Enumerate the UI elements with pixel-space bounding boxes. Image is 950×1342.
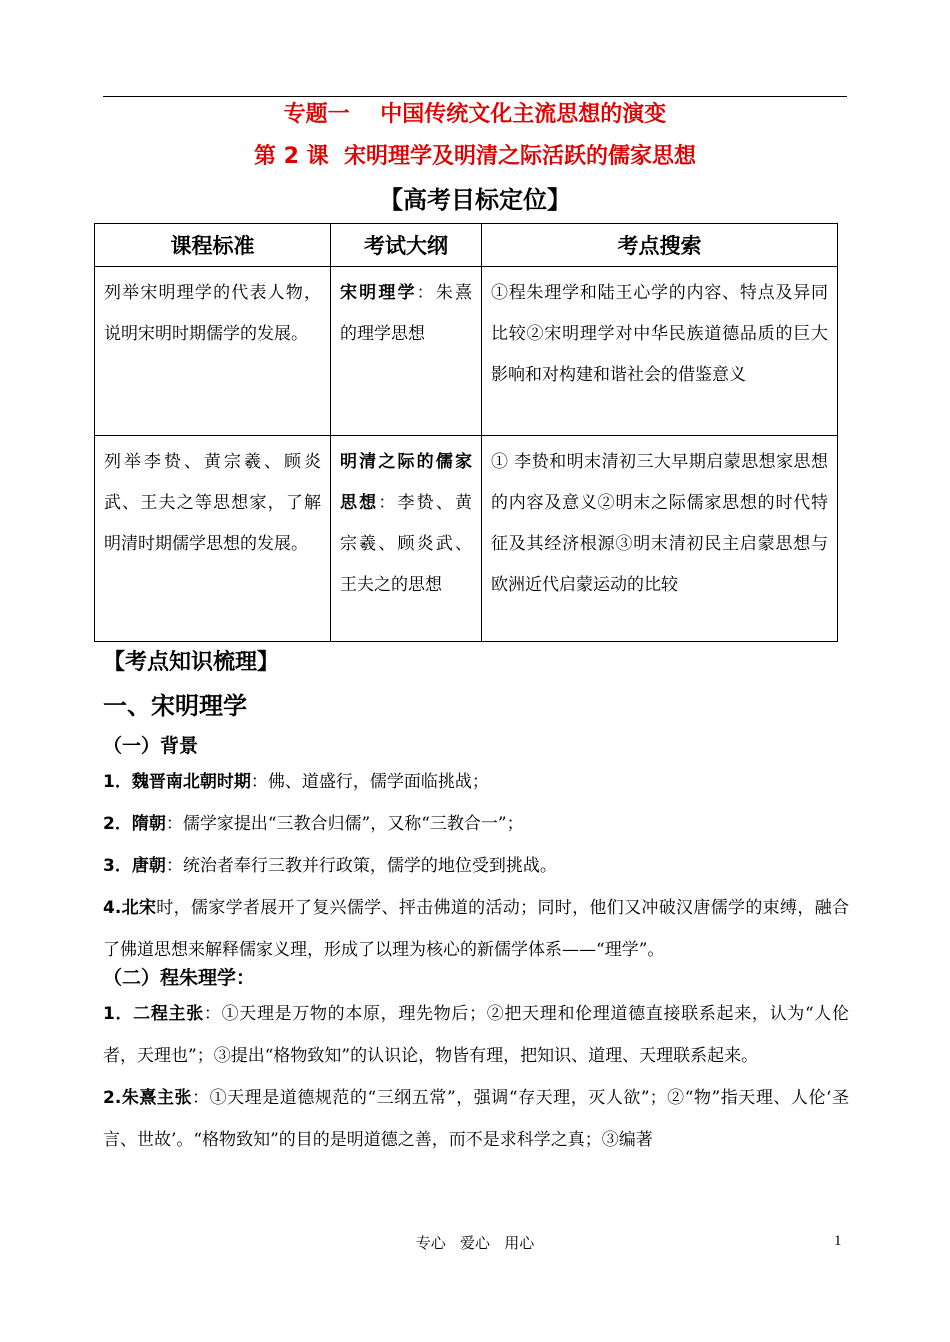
page-number: 1 <box>834 1233 842 1249</box>
outline-text: ：朱熹的理学思想 <box>340 283 473 344</box>
subsection-heading: （一）背景 <box>103 735 199 757</box>
outline-text: ：李贽、黄宗羲、顾炎武、王夫之的思想 <box>340 493 473 595</box>
list-item <box>103 761 849 803</box>
background-list <box>103 761 849 971</box>
column-header: 考试大纲 <box>331 224 482 267</box>
outline-keyword: 宋明理学 <box>340 283 417 303</box>
course-standard-cell: 列举李贽、黄宗羲、顾炎武、王夫之等思想家，了解明清时期儒学思想的发展。 <box>95 436 331 642</box>
item-text: 时，儒家学者展开了复兴儒学、抨击佛道的活动；同时，他们又冲破汉唐儒学的束缚，融合了佛道思想来解释儒家义理，形成了以理为核心的新儒学体系——“理学”。 <box>103 898 849 960</box>
list-item <box>103 1077 849 1161</box>
list-item <box>103 887 849 971</box>
item-text: ：佛、道盛行，儒学面临挑战； <box>250 772 489 792</box>
subsection-heading: （二）程朱理学： <box>103 967 256 989</box>
item-text: ：儒学家提出“三教合归儒”，又称“三教合一”； <box>165 814 524 834</box>
column-header: 考点搜索 <box>482 224 838 267</box>
list-item <box>103 845 849 887</box>
lesson-title: 第 2 课 宋明理学及明清之际活跃的儒家思想 <box>254 144 696 169</box>
list-item <box>103 993 849 1077</box>
item-text: ：①天理是道德规范的“三纲五常”，强调“存天理，灭人欲”；②“物”指天理、人伦‘圣言、世故’。“格物致知”的目的是明道德之善，而不是求科学之真；③编著 <box>103 1088 849 1150</box>
item-label: 1．二程主张 <box>103 1004 204 1024</box>
exam-outline-cell <box>331 267 482 436</box>
item-label: 3．唐朝 <box>103 856 166 876</box>
column-header: 课程标准 <box>95 224 331 267</box>
topic-title: 专题一 中国传统文化主流思想的演变 <box>283 102 667 127</box>
list-item <box>103 803 849 845</box>
item-label: 2．隋朝 <box>103 814 166 834</box>
course-standard-cell: 列举宋明理学的代表人物，说明宋明时期儒学的发展。 <box>95 267 331 436</box>
table-row <box>95 267 838 436</box>
item-label: 4.北宋 <box>103 898 157 918</box>
goal-heading: 【高考目标定位】 <box>379 186 571 214</box>
chengzhu-list <box>103 993 849 1161</box>
item-text: ：统治者奉行三教并行政策，儒学的地位受到挑战。 <box>165 856 557 876</box>
item-label: 1．魏晋南北朝时期 <box>103 772 251 792</box>
knowledge-heading: 【考点知识梳理】 <box>103 650 280 675</box>
footer-motto: 专心 爱心 用心 <box>415 1234 535 1252</box>
objectives-table <box>94 223 838 642</box>
section-heading: 一、宋明理学 <box>103 692 247 720</box>
key-points-cell: ① 李贽和明末清初三大早期启蒙思想家思想的内容及意义②明末之际儒家思想的时代特征及其经济根源③明末清初民主启蒙思想与欧洲近代启蒙运动的比较 <box>482 436 838 642</box>
key-points-cell: ①程朱理学和陆王心学的内容、特点及异同比较②宋明理学对中华民族道德品质的巨大影响和对构建和谐社会的借鉴意义 <box>482 267 838 436</box>
table-row <box>95 436 838 642</box>
item-label: 2.朱熹主张 <box>103 1088 193 1108</box>
table-header-row <box>95 224 838 267</box>
item-text: ：①天理是万物的本原，理先物后；②把天理和伦理道德直接联系起来，认为“人伦者，天理也”；③提出“格物致知”的认识论，物皆有理，把知识、道理、天理联系起来。 <box>103 1004 849 1066</box>
outline-keyword: 明清之际的儒家思想 <box>340 452 472 513</box>
exam-outline-cell <box>331 436 482 642</box>
